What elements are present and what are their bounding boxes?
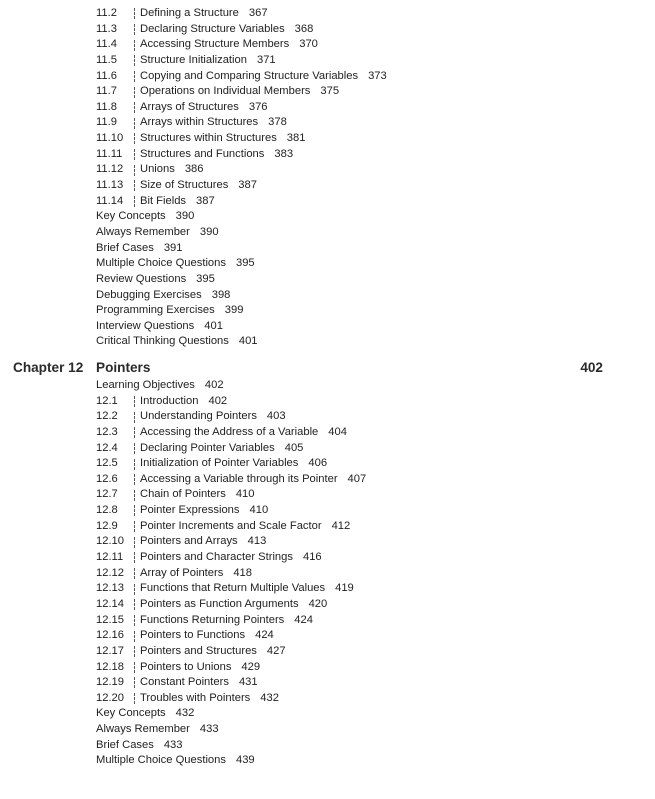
entry-page-number: 398 — [211, 288, 231, 301]
dotted-separator — [134, 196, 136, 207]
toc-entry — [96, 84, 387, 100]
entry-title: Operations on Individual Members — [140, 85, 311, 98]
toc-entry — [96, 319, 387, 335]
section-number: 11.6 — [96, 69, 117, 82]
section-number: 12.9 — [96, 519, 118, 532]
entry-page-number: 402 — [204, 379, 224, 391]
toc-entry — [96, 722, 366, 738]
entry-title: Troubles with Pointers — [140, 691, 251, 704]
dotted-separator — [134, 474, 136, 485]
dotted-separator — [134, 40, 136, 51]
entry-title: Critical Thinking Questions — [96, 335, 229, 348]
section-number: 12.5 — [96, 457, 118, 470]
section-number: 11.4 — [96, 38, 117, 51]
toc-entry — [96, 628, 366, 644]
entry-title: Structures and Functions — [140, 147, 265, 160]
toc-entry — [96, 613, 366, 629]
entry-title: Pointers as Function Arguments — [140, 597, 299, 610]
entry-page-number: 390 — [175, 210, 195, 223]
entry-title: Functions that Return Multiple Values — [140, 582, 326, 595]
entry-page-number: 433 — [163, 738, 183, 751]
toc-entry — [96, 691, 366, 707]
dotted-separator — [134, 87, 136, 98]
toc-entry — [96, 162, 387, 178]
entry-title: Multiple Choice Questions — [96, 754, 226, 767]
entry-page-number: 416 — [302, 551, 322, 564]
toc-entry — [96, 6, 387, 22]
section-number: 12.15 — [96, 613, 124, 626]
entry-page-number: 403 — [266, 410, 286, 423]
entry-title: Unions — [140, 163, 175, 176]
entry-title: Structures within Structures — [140, 132, 277, 145]
entry-page-number: 381 — [286, 132, 306, 145]
toc-entry — [96, 303, 387, 319]
toc-entry — [96, 256, 387, 272]
dotted-separator — [134, 24, 136, 35]
toc-entry — [96, 37, 387, 53]
entry-page-number: 413 — [247, 535, 267, 548]
dotted-separator — [134, 165, 136, 176]
dotted-separator — [134, 133, 136, 144]
section-number: 11.8 — [96, 100, 117, 113]
entry-title: Structure Initialization — [140, 53, 247, 66]
entry-page-number: 433 — [199, 723, 219, 736]
toc-entry — [96, 566, 366, 582]
entry-title: Always Remember — [96, 723, 190, 736]
section-number: 11.14 — [96, 194, 124, 207]
section-number: 12.7 — [96, 488, 118, 501]
entry-page-number: 376 — [248, 100, 268, 113]
entry-page-number: 431 — [238, 676, 258, 689]
section-number: 12.1 — [96, 394, 118, 407]
toc-entry — [96, 53, 387, 69]
entry-title: Chain of Pointers — [140, 488, 226, 501]
dotted-separator — [134, 646, 136, 657]
entry-page-number: 395 — [235, 257, 255, 270]
section-number: 12.16 — [96, 629, 124, 642]
entry-page-number: 405 — [284, 441, 304, 454]
dotted-separator — [134, 443, 136, 454]
toc-entry — [96, 487, 366, 503]
section-number: 12.13 — [96, 582, 124, 595]
entry-page-number: 412 — [331, 519, 351, 532]
toc-entry — [96, 131, 387, 147]
entry-page-number: 391 — [163, 241, 183, 254]
dotted-separator — [134, 505, 136, 516]
section-number: 12.4 — [96, 441, 118, 454]
entry-page-number: 406 — [308, 457, 328, 470]
entry-page-number: 370 — [299, 38, 318, 51]
entry-page-number: 439 — [235, 754, 255, 767]
entry-title: Pointer Increments and Scale Factor — [140, 519, 322, 532]
entry-page-number: 424 — [294, 613, 313, 626]
toc-entry — [96, 581, 366, 597]
dotted-separator — [134, 412, 136, 423]
toc-entry — [96, 288, 387, 304]
entry-title: Array of Pointers — [140, 566, 224, 579]
entry-page-number: 367 — [248, 7, 268, 19]
toc-entry — [96, 753, 366, 769]
dotted-separator — [134, 490, 136, 501]
toc-entry — [96, 100, 387, 116]
entry-page-number: 419 — [335, 582, 354, 595]
toc-entry — [96, 115, 387, 131]
chapter-title: Pointers — [96, 360, 151, 375]
toc-entry — [96, 241, 387, 257]
entry-title: Debugging Exercises — [96, 288, 202, 301]
entry-title: Arrays of Structures — [140, 100, 239, 113]
entry-title: Learning Objectives — [96, 379, 195, 391]
toc-entry — [96, 534, 366, 550]
toc-entry — [96, 178, 387, 194]
entry-title: Declaring Structure Variables — [140, 22, 285, 35]
entry-page-number: 395 — [196, 272, 215, 285]
entry-title: Pointers to Functions — [140, 629, 246, 642]
section-number: 12.11 — [96, 551, 124, 564]
toc-entry — [96, 225, 387, 241]
entry-page-number: 418 — [233, 566, 252, 579]
dotted-separator — [134, 615, 136, 626]
entry-title: Key Concepts — [96, 707, 166, 720]
entry-page-number: 390 — [199, 225, 219, 238]
entry-title: Accessing the Address of a Variable — [140, 425, 319, 438]
toc-entry — [96, 519, 366, 535]
dotted-separator — [134, 149, 136, 160]
section-number: 11.3 — [96, 22, 117, 35]
entry-page-number: 383 — [274, 147, 294, 160]
chapter-page-number: 402 — [580, 360, 603, 375]
dotted-separator — [134, 459, 136, 470]
toc-entry — [96, 147, 387, 163]
dotted-separator — [134, 71, 136, 82]
toc-entry — [96, 272, 387, 288]
entry-page-number: 373 — [368, 69, 387, 82]
dotted-separator — [134, 55, 136, 66]
entry-title: Size of Structures — [140, 179, 229, 192]
entry-title: Key Concepts — [96, 210, 166, 223]
dotted-separator — [134, 118, 136, 129]
section-number: 11.9 — [96, 116, 117, 129]
dotted-separator — [134, 396, 136, 407]
entry-title: Always Remember — [96, 225, 190, 238]
entry-title: Bit Fields — [140, 194, 187, 207]
dotted-separator — [134, 8, 136, 19]
section-number: 12.20 — [96, 691, 124, 704]
chapter-heading — [13, 358, 603, 378]
toc-entry — [96, 409, 366, 425]
entry-page-number: 410 — [249, 504, 269, 517]
entry-page-number: 432 — [175, 707, 195, 720]
section-number: 12.8 — [96, 504, 118, 517]
toc-entry — [96, 550, 366, 566]
toc-entry — [96, 425, 366, 441]
entry-page-number: 402 — [208, 394, 228, 407]
toc-entry — [96, 394, 366, 410]
dotted-separator — [134, 102, 136, 113]
section-number: 12.3 — [96, 425, 118, 438]
toc-entry — [96, 194, 387, 210]
dotted-separator — [134, 568, 136, 579]
entry-title: Programming Exercises — [96, 304, 215, 317]
dotted-separator — [134, 537, 136, 548]
dotted-separator — [134, 662, 136, 673]
entry-title: Defining a Structure — [140, 7, 239, 19]
entry-title: Multiple Choice Questions — [96, 257, 226, 270]
entry-title: Pointers and Character Strings — [140, 551, 293, 564]
entry-title: Brief Cases — [96, 241, 154, 254]
dotted-separator — [134, 521, 136, 532]
dotted-separator — [134, 631, 136, 642]
entry-title: Pointers and Arrays — [140, 535, 238, 548]
toc-entry — [96, 675, 366, 691]
entry-page-number: 410 — [235, 488, 255, 501]
entry-page-number: 404 — [328, 425, 347, 438]
entry-title: Accessing Structure Members — [140, 38, 290, 51]
entry-title: Review Questions — [96, 272, 187, 285]
dotted-separator — [134, 180, 136, 191]
entry-page-number: 386 — [184, 163, 204, 176]
entry-title: Interview Questions — [96, 319, 195, 332]
section-number: 12.18 — [96, 660, 124, 673]
toc-entry — [96, 472, 366, 488]
section-number: 12.12 — [96, 566, 124, 579]
toc-entry — [96, 334, 387, 350]
toc-entry — [96, 503, 366, 519]
toc-entry — [96, 597, 366, 613]
section-number: 11.12 — [96, 163, 124, 176]
toc-entry — [96, 644, 366, 660]
entry-page-number: 401 — [238, 335, 258, 348]
entry-title: Initialization of Pointer Variables — [140, 457, 299, 470]
dotted-separator — [134, 584, 136, 595]
toc-entry — [96, 441, 366, 457]
toc-entry — [96, 378, 366, 394]
toc-entry — [96, 69, 387, 85]
entry-page-number: 368 — [294, 22, 314, 35]
toc-entry — [96, 456, 366, 472]
entry-title: Pointers to Unions — [140, 660, 232, 673]
entry-page-number: 387 — [238, 179, 257, 192]
section-number: 12.6 — [96, 472, 118, 485]
entry-title: Constant Pointers — [140, 676, 229, 689]
dotted-separator — [134, 427, 136, 438]
entry-title: Functions Returning Pointers — [140, 613, 285, 626]
section-number: 11.7 — [96, 85, 117, 98]
chapter-label: Chapter 12 — [13, 360, 84, 375]
entry-page-number: 378 — [268, 116, 287, 129]
toc-entry — [96, 22, 387, 38]
section-number: 11.2 — [96, 7, 117, 19]
entry-title: Pointer Expressions — [140, 504, 240, 517]
entry-title: Declaring Pointer Variables — [140, 441, 275, 454]
entry-page-number: 420 — [308, 597, 328, 610]
section-number: 11.5 — [96, 53, 117, 66]
toc-section-chapter-11 — [96, 6, 387, 350]
dotted-separator — [134, 599, 136, 610]
section-number: 12.17 — [96, 644, 124, 657]
entry-page-number: 427 — [266, 644, 286, 657]
entry-title: Accessing a Variable through its Pointer — [140, 472, 338, 485]
entry-title: Introduction — [140, 394, 199, 407]
section-number: 12.19 — [96, 676, 124, 689]
entry-page-number: 429 — [241, 660, 261, 673]
section-number: 12.2 — [96, 410, 118, 423]
section-number: 11.11 — [96, 147, 123, 160]
entry-page-number: 407 — [347, 472, 367, 485]
entry-page-number: 401 — [204, 319, 223, 332]
section-number: 11.13 — [96, 179, 124, 192]
entry-page-number: 371 — [256, 53, 276, 66]
entry-title: Pointers and Structures — [140, 644, 257, 657]
entry-title: Brief Cases — [96, 738, 154, 751]
toc-entry — [96, 706, 366, 722]
dotted-separator — [134, 677, 136, 688]
entry-page-number: 399 — [224, 304, 244, 317]
dotted-separator — [134, 693, 136, 704]
section-number: 12.10 — [96, 535, 124, 548]
section-number: 12.14 — [96, 597, 124, 610]
dotted-separator — [134, 552, 136, 563]
toc-entry — [96, 660, 366, 676]
entry-page-number: 424 — [255, 629, 274, 642]
entry-title: Understanding Pointers — [140, 410, 257, 423]
entry-title: Copying and Comparing Structure Variables — [140, 69, 359, 82]
toc-entry — [96, 738, 366, 754]
entry-page-number: 387 — [196, 194, 215, 207]
entry-page-number: 432 — [260, 691, 279, 704]
toc-entry — [96, 209, 387, 225]
entry-title: Arrays within Structures — [140, 116, 259, 129]
toc-section-chapter-12 — [96, 378, 366, 769]
section-number: 11.10 — [96, 132, 124, 145]
entry-page-number: 375 — [320, 85, 340, 98]
